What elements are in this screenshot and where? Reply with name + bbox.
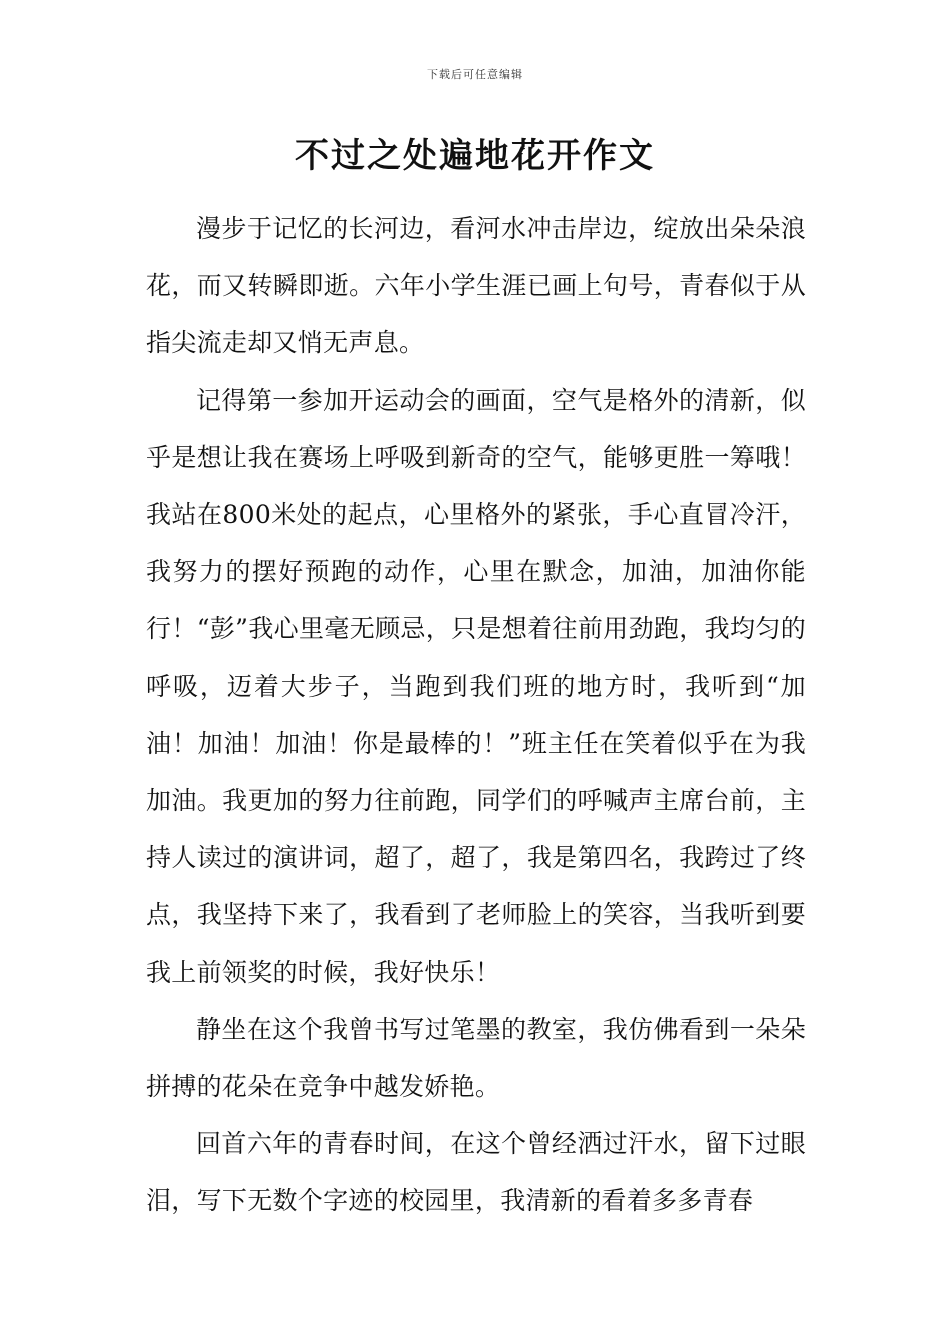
- document-title: 不过之处遍地花开作文: [295, 136, 655, 176]
- paragraph-1: 漫步于记忆的长河边，看河水冲击岸边，绽放出朵朵浪花，而又转瞬即逝。六年小学生涯已画上句号，青春似于从指尖流走却又悄无声息。: [146, 214, 806, 358]
- paragraph-3: 静坐在这个我曾书写过笔墨的教室，我仿佛看到一朵朵拼搏的花朵在竞争中越发娇艳。: [146, 1014, 806, 1102]
- paragraph-2: 记得第一参加开运动会的画面，空气是格外的清新，似乎是想让我在赛场上呼吸到新奇的空气，能够更胜一筹哦！我站在800米处的起点，心里格外的紧张，手心直冒冷汗，我努力的摆好预跑的动作，心里在默念，加油，加油你能行！“彭”我心里毫无顾忌，只是想着往前用劲跑，我均匀的呼吸，迈着大步子，当跑到我们班的地方时，我听到“加油！加油！加油！你是最棒的！”班主任在笑着似乎在为我加油。我更加的努力往前跑，同学们的呼喊声主席台前，主持人读过的演讲词，超了，超了，我是第四名，我跨过了终点，我坚持下来了，我看到了老师脸上的笑容，当我听到要我上前领奖的时候，我好快乐！: [146, 385, 806, 987]
- header-note: 下载后可任意编辑: [427, 68, 523, 81]
- paragraph-4: 回首六年的青春时间，在这个曾经洒过汗水，留下过眼泪，写下无数个字迹的校园里，我清新的看着多多青春: [146, 1129, 806, 1216]
- document-body: [146, 200, 806, 1230]
